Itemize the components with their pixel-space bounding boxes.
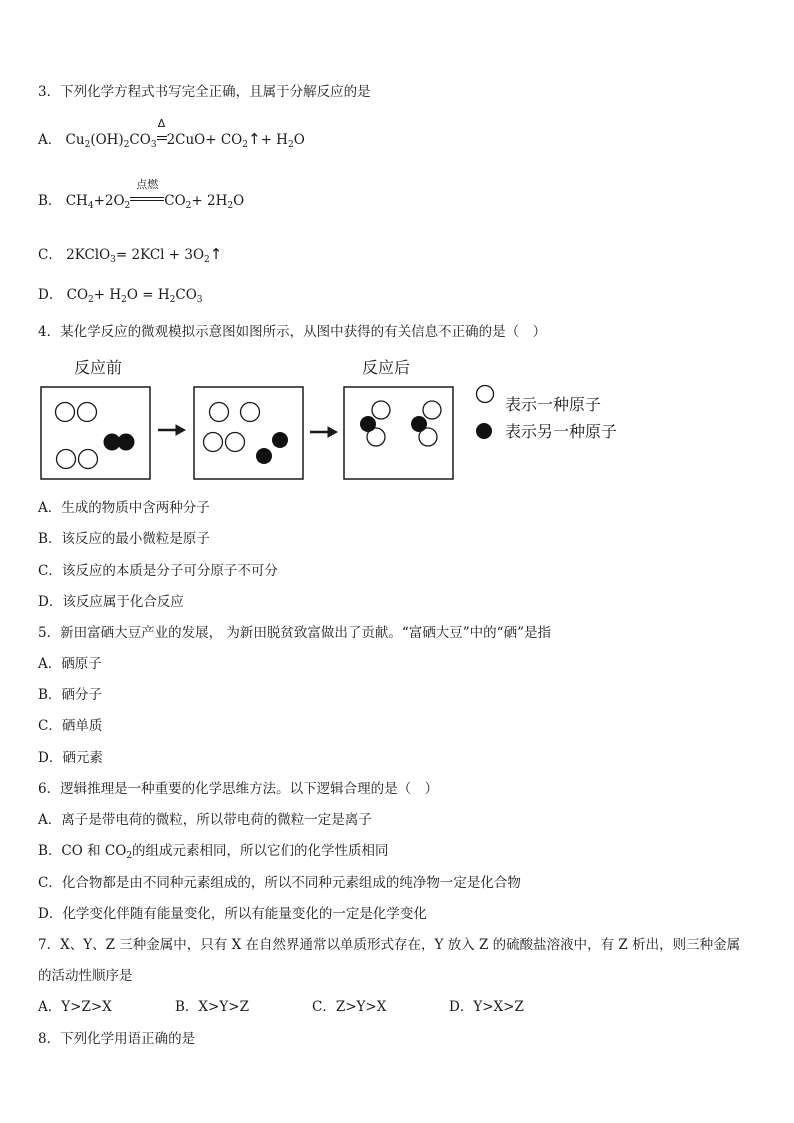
black-atom <box>411 416 427 432</box>
white-atom <box>241 403 260 422</box>
q3-stem: 3．下列化学方程式书写完全正确，且属于分解反应的是 <box>38 84 371 100</box>
q5-option-b: B．硒分子 <box>38 687 102 703</box>
q7-option-a: A．Y>Z>X <box>38 999 112 1015</box>
legend-black-text: 表示另一种原子 <box>505 422 618 441</box>
q3-option-a: A． $Cu_2(OH)_2CO_3$ Δ $2CuO+ CO_2↑+ H_2O$ <box>38 117 305 150</box>
white-atom <box>56 403 75 422</box>
label-after-reaction: 反应后 <box>362 358 411 377</box>
legend-white-atom-icon <box>477 386 494 403</box>
legend-black-atom-icon <box>476 423 492 439</box>
q7-option-c: C．Z>Y>X <box>312 999 387 1015</box>
q6-option-d: D．化学变化伴随有能量变化，所以有能量变化的一定是化学变化 <box>38 906 427 922</box>
label-before-reaction: 反应前 <box>74 358 123 377</box>
white-atom <box>78 403 97 422</box>
q7-option-d: D．Y>X>Z <box>449 999 524 1015</box>
legend-white-text: 表示一种原子 <box>505 395 602 414</box>
ignite-condition: 点燃 <box>130 192 164 210</box>
black-atom <box>272 432 288 448</box>
white-atom <box>204 433 223 452</box>
black-atom <box>256 448 272 464</box>
q5-stem: 5．新田富硒大豆产业的发展， 为新田脱贫致富做出了贡献。“富硒大豆”中的“硒”是指 <box>38 625 551 641</box>
heat-condition: Δ <box>157 131 167 149</box>
white-atom <box>226 433 245 452</box>
white-atom <box>423 401 441 419</box>
white-atom <box>79 450 98 469</box>
q3-option-c: C． 2KClO$_3$= $2KCl + 3O_2↑$ <box>38 245 223 265</box>
q5-option-d: D．硒元素 <box>38 750 103 766</box>
q4-stem: 4．某化学反应的微观模拟示意图如图所示，从图中获得的有关信息不正确的是（ ） <box>38 324 547 340</box>
q4-option-b: B．该反应的最小微粒是原子 <box>38 531 210 547</box>
q5-option-c: C．硒单质 <box>38 718 103 734</box>
q4-option-c: C．该反应的本质是分子可分原子不可分 <box>38 563 278 579</box>
white-atom <box>57 450 76 469</box>
q5-option-a: A．硒原子 <box>38 656 102 672</box>
q7-stem-line1: 7．X、Y、Z 三种金属中，只有 X 在自然界通常以单质形式存在，Y 放入 Z 的硫酸盐溶液中，有 Z 析出，则三种金属 <box>38 937 741 953</box>
q7-stem-line2: 的活动性顺序是 <box>38 968 133 984</box>
q3-option-b: B． $CH_4+2O_2$ 点燃 $CO_2+ 2H_2O$ <box>38 178 245 211</box>
black-atom <box>118 434 135 451</box>
q6-option-b: B．CO 和 $CO_2$的组成元素相同，所以它们的化学性质相同 <box>38 843 389 861</box>
white-atom <box>210 403 229 422</box>
q3-option-d: D． $CO_2+ H_2O = H_2CO_3$ <box>38 287 203 305</box>
q6-option-c: C．化合物都是由不同种元素组成的，所以不同种元素组成的纯净物一定是化合物 <box>38 875 521 891</box>
q8-stem: 8．下列化学用语正确的是 <box>38 1031 196 1047</box>
q6-option-a: A．离子是带电荷的微粒，所以带电荷的微粒一定是离子 <box>38 812 372 828</box>
q7-options <box>38 998 586 1016</box>
black-atom <box>360 416 376 432</box>
q6-stem: 6．逻辑推理是一种重要的化学思维方法。以下逻辑合理的是（ ） <box>38 781 439 797</box>
q4-option-a: A．生成的物质中含两种分子 <box>38 500 210 516</box>
q7-option-b: B．X>Y>Z <box>175 999 249 1015</box>
q4-option-d: D．该反应属于化合反应 <box>38 594 184 610</box>
white-atom <box>372 401 390 419</box>
reaction-diagram <box>0 380 794 484</box>
